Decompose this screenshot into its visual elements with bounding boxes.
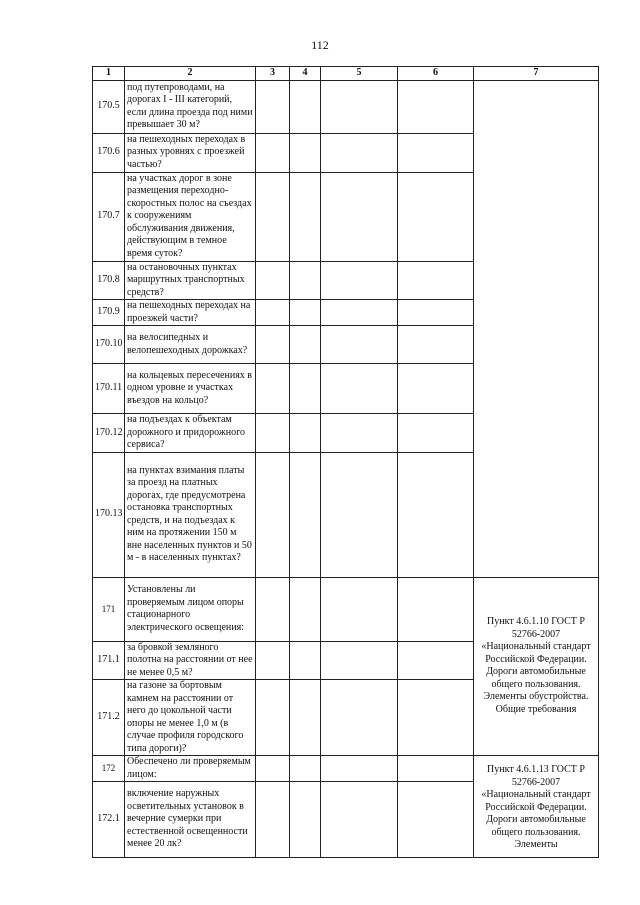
- empty-cell: [321, 261, 398, 300]
- empty-cell: [321, 133, 398, 172]
- col-header-6: 6: [398, 67, 474, 81]
- empty-cell: [256, 326, 290, 364]
- empty-cell: [256, 680, 290, 756]
- row-number: 171: [93, 577, 125, 641]
- empty-cell: [321, 680, 398, 756]
- row-text: на велосипедных и велопешеходных дорожках?: [125, 326, 256, 364]
- reference-gost-4-6-1-13: Пункт 4.6.1.13 ГОСТ Р 52766-2007 «Национальный стандарт Российской Федерации. Дороги автомобильные общего пользования. Элементы: [474, 756, 599, 858]
- empty-cell: [321, 326, 398, 364]
- row-number: 170.8: [93, 261, 125, 300]
- row-text: на газоне за бортовым камнем на расстоянии от него до цокольной части опоры не менее 1,0 м (в случае профиля городского типа дороги)?: [125, 680, 256, 756]
- table-row: [93, 577, 599, 641]
- empty-cell: [290, 300, 321, 326]
- row-number: 171.2: [93, 680, 125, 756]
- table-row: [93, 756, 599, 782]
- row-number: 170.9: [93, 300, 125, 326]
- empty-cell: [290, 133, 321, 172]
- empty-cell: [321, 756, 398, 782]
- col-header-5: 5: [321, 67, 398, 81]
- empty-cell: [321, 577, 398, 641]
- empty-cell: [290, 641, 321, 680]
- empty-cell: [256, 300, 290, 326]
- empty-cell: [256, 756, 290, 782]
- reference-gost-4-6-1-10: Пункт 4.6.1.10 ГОСТ Р 52766-2007 «Национальный стандарт Российской Федерации. Дороги автомобильные общего пользования. Элементы обустройства. Общие требования: [474, 577, 599, 756]
- empty-cell: [256, 577, 290, 641]
- empty-cell: [256, 364, 290, 414]
- row-number: 170.11: [93, 364, 125, 414]
- row-text: включение наружных осветительных установок в вечерние сумерки при естественной освещенности менее 20 лк?: [125, 782, 256, 858]
- row-text: на пешеходных переходах на проезжей части?: [125, 300, 256, 326]
- page-number: 112: [311, 38, 329, 52]
- empty-cell: [290, 364, 321, 414]
- empty-cell: [398, 172, 474, 261]
- row-number: 172.1: [93, 782, 125, 858]
- empty-cell: [256, 641, 290, 680]
- empty-cell: [398, 641, 474, 680]
- empty-cell: [256, 782, 290, 858]
- row-text: под путепроводами, на дорогах I - III категорий, если длина проезда под ними превышает 30 м?: [125, 80, 256, 133]
- empty-cell: [321, 300, 398, 326]
- empty-cell: [256, 452, 290, 577]
- row-text: на пунктах взимания платы за проезд на платных дорогах, где предусмотрена остановка транспортных средств, и на подъездах к ним на протяжении 150 м вне населенных пунктов и 50 м - в населенных пунктах?: [125, 452, 256, 577]
- empty-cell: [398, 782, 474, 858]
- empty-cell: [321, 80, 398, 133]
- empty-cell: [290, 756, 321, 782]
- empty-cell: [398, 577, 474, 641]
- empty-cell: [321, 172, 398, 261]
- empty-cell: [290, 326, 321, 364]
- empty-cell: [290, 414, 321, 453]
- empty-cell: [321, 364, 398, 414]
- empty-cell: [398, 80, 474, 133]
- empty-cell: [256, 133, 290, 172]
- empty-cell: [290, 172, 321, 261]
- row-text: на остановочных пунктах маршрутных транспортных средств?: [125, 261, 256, 300]
- empty-cell: [256, 414, 290, 453]
- col-header-4: 4: [290, 67, 321, 81]
- empty-cell: [290, 782, 321, 858]
- empty-cell: [398, 452, 474, 577]
- row-text: на кольцевых пересечениях в одном уровне и участках въездов на кольцо?: [125, 364, 256, 414]
- empty-cell: [290, 261, 321, 300]
- empty-cell: [398, 261, 474, 300]
- col-header-3: 3: [256, 67, 290, 81]
- empty-cell: [321, 452, 398, 577]
- empty-cell: [398, 133, 474, 172]
- requirements-table: [92, 66, 599, 858]
- row-number: 172: [93, 756, 125, 782]
- empty-cell: [290, 452, 321, 577]
- empty-cell: [398, 414, 474, 453]
- row-number: 170.7: [93, 172, 125, 261]
- empty-cell: [398, 364, 474, 414]
- empty-cell: [256, 261, 290, 300]
- col-header-2: 2: [125, 67, 256, 81]
- row-text: за бровкой земляного полотна на расстоянии от нее не менее 0,5 м?: [125, 641, 256, 680]
- table-row: [93, 80, 599, 133]
- reference-cell-empty: [474, 80, 599, 577]
- row-number: 170.6: [93, 133, 125, 172]
- row-number: 171.1: [93, 641, 125, 680]
- col-header-7: 7: [474, 67, 599, 81]
- empty-cell: [398, 680, 474, 756]
- row-number: 170.5: [93, 80, 125, 133]
- col-header-1: 1: [93, 67, 125, 81]
- row-text: Обеспечено ли проверяемым лицом:: [125, 756, 256, 782]
- empty-cell: [321, 414, 398, 453]
- row-text: на подъездах к объектам дорожного и придорожного сервиса?: [125, 414, 256, 453]
- empty-cell: [398, 300, 474, 326]
- empty-cell: [290, 577, 321, 641]
- header-row: [93, 67, 599, 81]
- row-text: на участках дорог в зоне размещения переходно-скоростных полос на съездах к сооружениям обслуживания движения, действующим в темное время суток?: [125, 172, 256, 261]
- empty-cell: [398, 756, 474, 782]
- empty-cell: [256, 172, 290, 261]
- empty-cell: [321, 782, 398, 858]
- row-text: Установлены ли проверяемым лицом опоры стационарного электрического освещения:: [125, 577, 256, 641]
- empty-cell: [290, 680, 321, 756]
- empty-cell: [321, 641, 398, 680]
- empty-cell: [398, 326, 474, 364]
- row-text: на пешеходных переходах в разных уровнях с проезжей частью?: [125, 133, 256, 172]
- row-number: 170.12: [93, 414, 125, 453]
- row-number: 170.10: [93, 326, 125, 364]
- row-number: 170.13: [93, 452, 125, 577]
- empty-cell: [290, 80, 321, 133]
- empty-cell: [256, 80, 290, 133]
